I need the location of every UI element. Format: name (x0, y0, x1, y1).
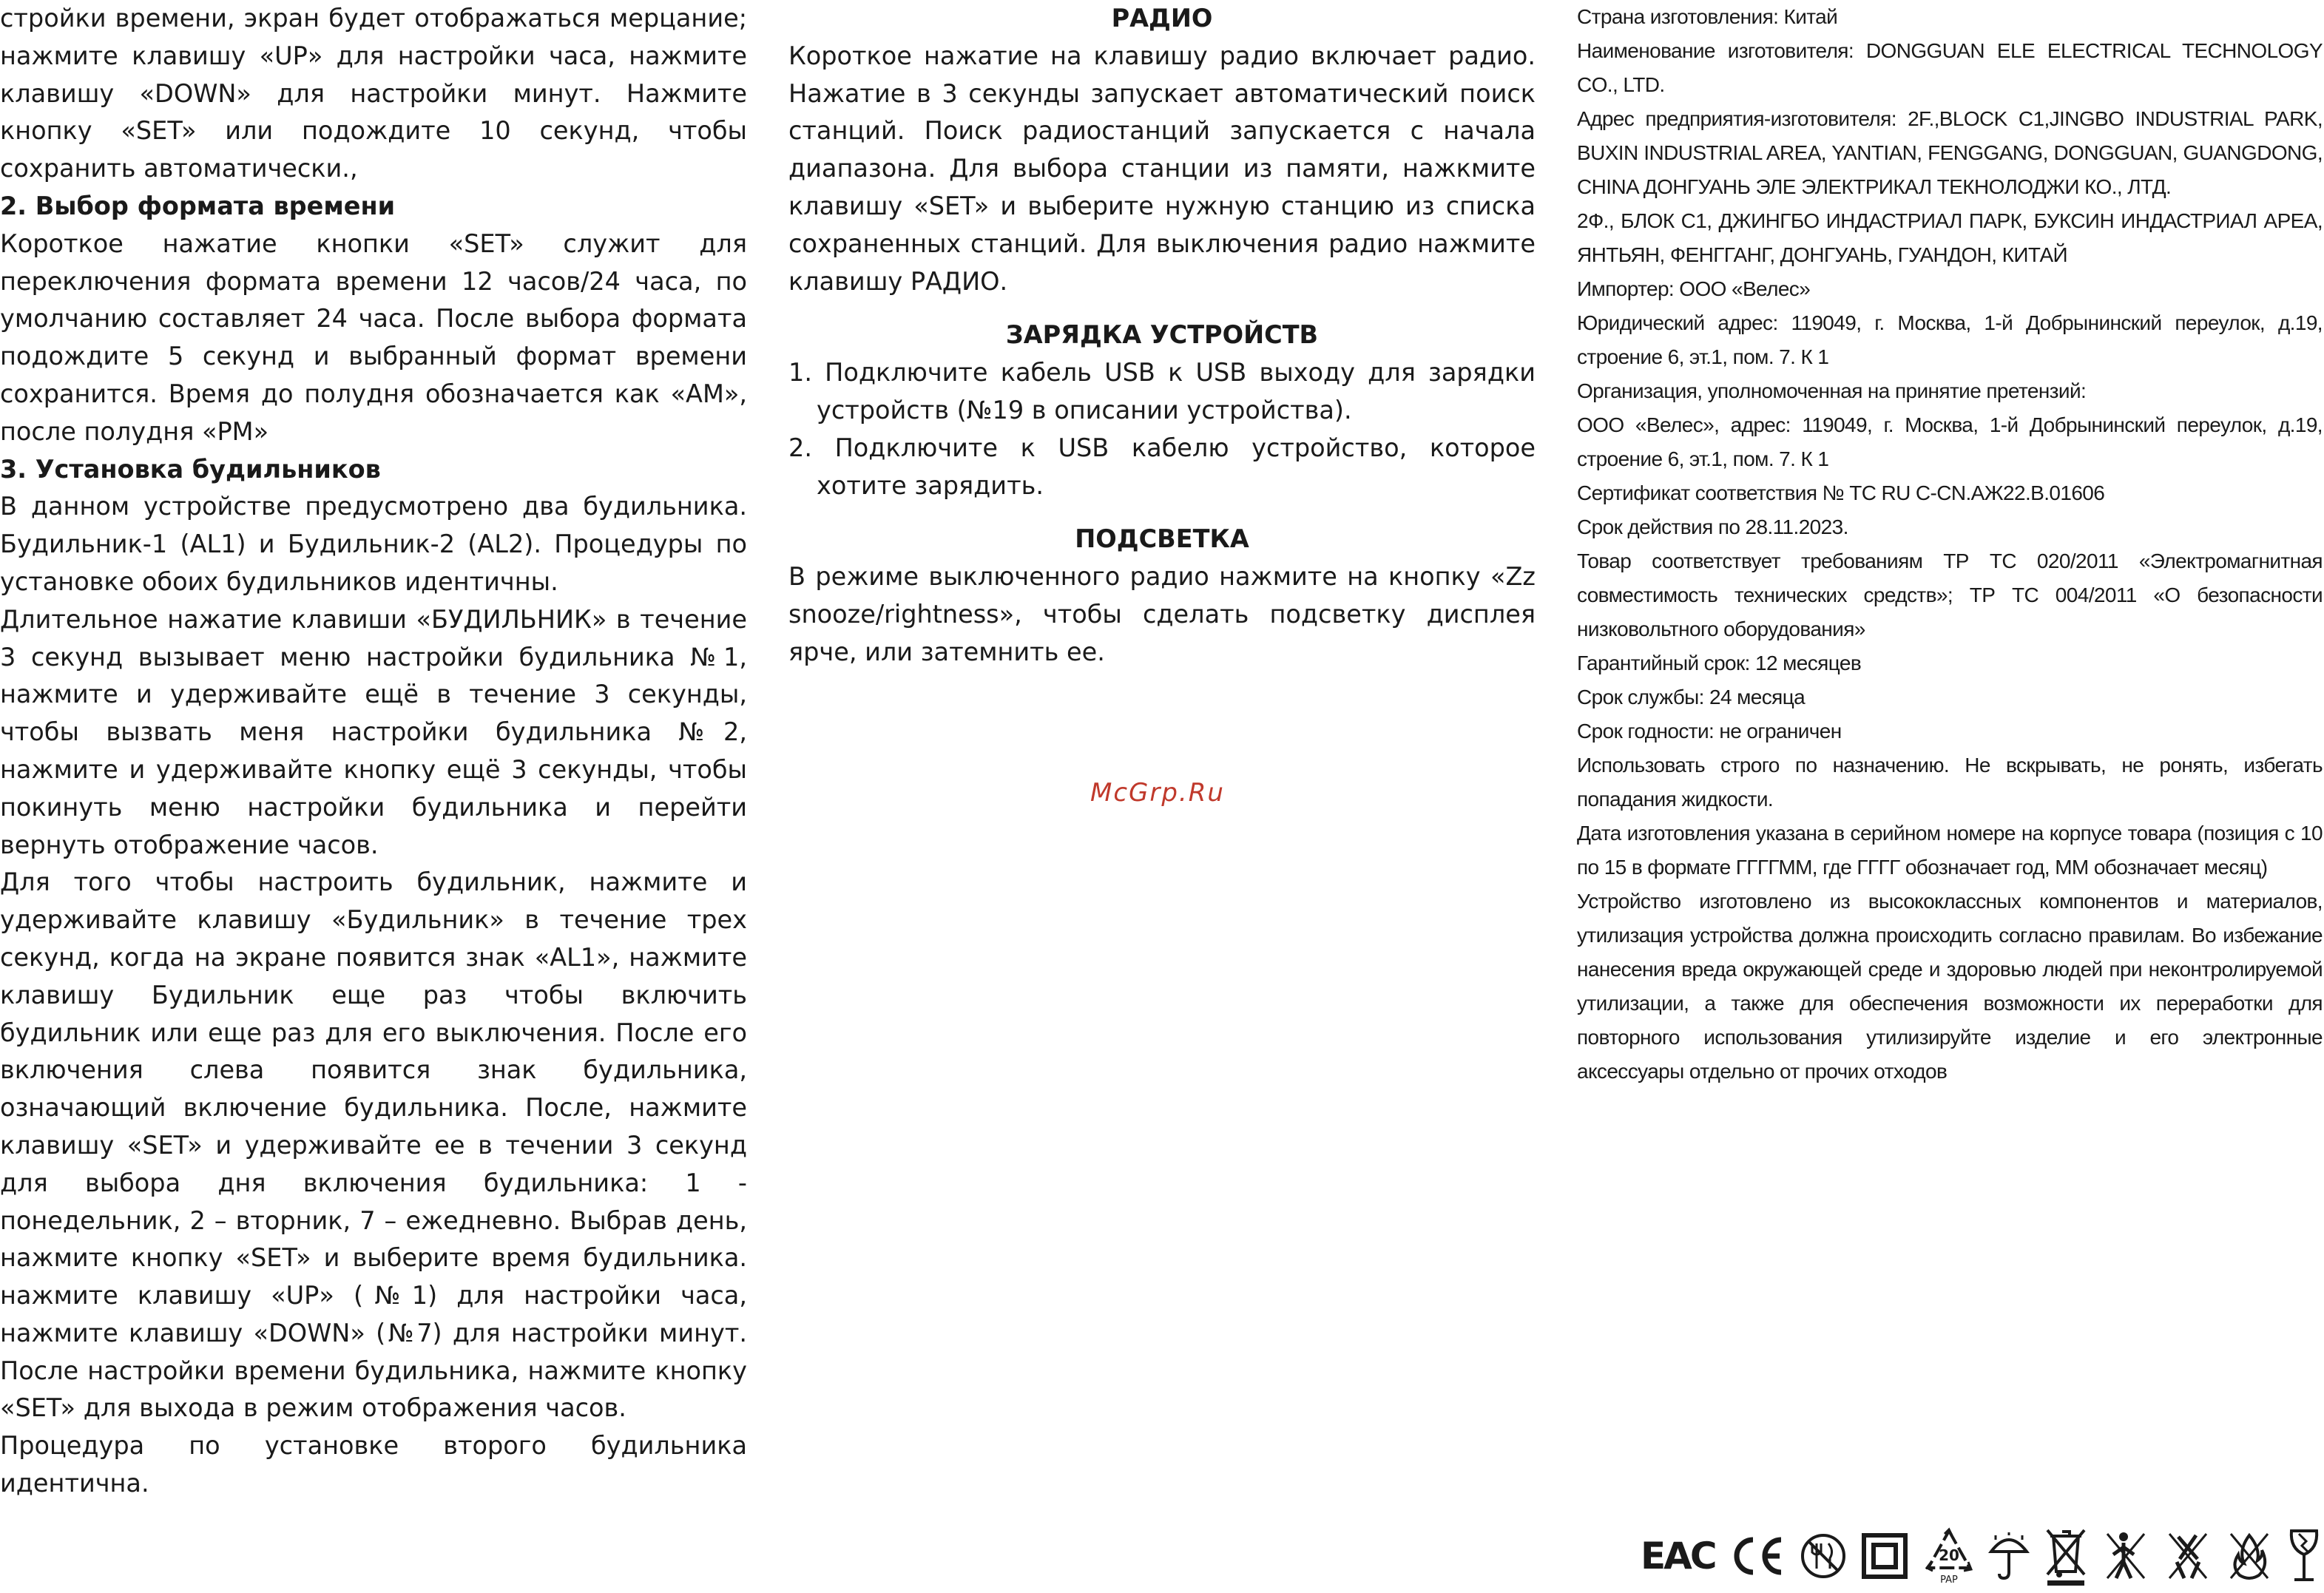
ce-mark (1728, 1526, 1786, 1586)
no-disassembly-icon (2163, 1526, 2212, 1586)
double-insulation-icon (1860, 1526, 1909, 1586)
paragraph: Длительное нажатие клавиши «БУДИЛЬНИК» в течение 3 секунд вызывает меню настройки будильника №1, нажмите и удерживайте ещё в течение 3 секунды, чтобы вызвать меня настройки будильника №2, нажмите и удерживайте кнопку ещё 3 секунды, чтобы покинуть меню настройки будильника и перейти вернуть отображение часов. (0, 604, 747, 859)
fragile-icon (2287, 1526, 2321, 1586)
list-item: 1. Подключите кабель USB к USB выходу для зарядки устройств (№19 в описании устройства). (788, 358, 1536, 425)
paragraph: Короткое нажатие кнопки «SET» служит для переключения формата времени 12 часов/24 часа, по умолчанию составляет 24 часа. После выбора формата подождите 5 секунд и выбранный формат времени сохранится. Время до полудня обозначается как «AM», после полудня «PM» (0, 229, 747, 446)
watermark: McGrp.Ru (1090, 778, 1225, 808)
paragraph: Короткое нажатие на клавишу радио включает радио. Нажатие в 3 секунды запускает автоматический поиск станций. Поиск радиостанций запускается с начала диапазона. Для выбора станции из памяти, нажкмите клавишу «SET» и выберите нужную станцию из списка сохраненных станций. Для выключения радио нажмите клавишу РАДИО. (788, 41, 1536, 296)
recycle-code: PAP (1939, 1575, 1958, 1586)
paragraph: Процедура по установке второго будильника идентична. (0, 1431, 747, 1498)
weee-bin-icon (2043, 1526, 2089, 1586)
column-left (0, 0, 747, 1503)
paragraph: Для того чтобы настроить будильник, нажмите и удерживайте клавишу «Будильник» в течение трех секунд, когда на экране появится знак «AL1», нажмите клавишу Будильник еще раз чтобы включить будильник или еще раз для его выключения. После его включения слева появится знак будильника, означающий включение будильника. После, нажмите клавишу «SET» и удерживайте ее в течении 3 секунд для выбора дня включения будильника: 1 - понедельник, 2 – вторник, 7 – ежедневно. Выбрав день, нажмите кнопку «SET» и выберите время будильника. нажмите клавишу «UP» (№1) для настройки часа, нажмите клавишу «DOWN» (№7) для настройки минут. После настройки времени будильника, нажмите кнопку «SET» для выхода в режим отображения часов. (0, 867, 747, 1423)
no-children-icon (2101, 1526, 2150, 1586)
keep-dry-icon (1988, 1526, 2030, 1586)
recycle-number: 20 (1938, 1546, 1959, 1564)
info-line: Срок действия по 28.11.2023. (1577, 515, 1848, 538)
info-line: Дата изготовления указана в серийном номере на корпусе товара (позиция с 10 по 15 в формате ГГГГММ, где ГГГГ обозначает год, ММ обозначает месяц) (1577, 822, 2323, 879)
info-line: Адрес предприятия-изготовителя: 2F.,BLOCK C1,JINGBO INDUSTRIAL PARK, BUXIN INDUSTRIAL AREA, YANTIAN, FENGGANG, DONGGUAN, GUANGDONG, CHINA ДОНГУАНЬ ЭЛЕ ЭЛЕКТРИКАЛ ТЕКНОЛОДЖИ КО., ЛТД. (1577, 107, 2323, 198)
info-line: ООО «Велес», адрес: 119049, г. Москва, 1-й Добрынинский переулок, д.19, строение 6, эт.1, пом. 7. К 1 (1577, 413, 2323, 470)
no-food-contact-icon (1799, 1526, 1848, 1586)
info-line: 2Ф., БЛОК С1, ДЖИНГБО ИНДАСТРИАЛ ПАРК, БУКСИН ИНДАСТРИАЛ АРЕА, ЯНТЬЯН, ФЕНГГАНГ, ДОНГУАНЬ, ГУАНДОН, КИТАЙ (1577, 209, 2323, 266)
column-middle (788, 0, 1536, 672)
charging-steps-list (788, 354, 1536, 504)
paragraph: стройки времени, экран будет отображаться мерцание; нажмите клавишу «UP» для настройки часа, нажмите клавишу «DOWN» для настройки минут. Нажмите кнопку «SET» или подождите 10 секунд, чтобы сохранить автоматически., (0, 4, 747, 183)
paragraph: В данном устройстве предусмотрено два будильника. Будильник-1 (AL1) и Будильник-2 (AL2). Процедуры по установке обоих будильников идентичны. (0, 492, 747, 596)
paragraph: В режиме выключенного радио нажмите на кнопку «Zz snooze/rightness», чтобы сделать подсветку дисплея ярче, или затемнить ее. (788, 562, 1536, 666)
eac-mark (1641, 1526, 1715, 1586)
list-item: 2. Подключите к USB кабелю устройство, которое хотите зарядить. (788, 433, 1536, 500)
info-line: Устройство изготовлено из высококлассных компонентов и материалов, утилизация устройства должна происходить согласно правилам. Во избежание нанесения вреда окружающей среде и здоровью людей при неконтролируемой утилизации, а также для обеспечения возможности их переработки для повторного использования утилизируйте изделие и его электронные аксессуары отдельно от прочих отходов (1577, 890, 2323, 1083)
info-line: Товар соответствует требованиям ТР ТС 020/2011 «Электромагнитная совместимость технических средств»; ТР ТС 004/2011 «О безопасности низковольтного оборудования» (1577, 549, 2323, 640)
recycle-icon (1922, 1526, 1976, 1586)
section-heading-backlight: ПОДСВЕТКА (1075, 524, 1249, 554)
info-line: Импортер: ООО «Велес» (1577, 277, 1811, 300)
info-line: Страна изготовления: Китай (1577, 5, 1838, 28)
info-line: Срок службы: 24 месяца (1577, 686, 1806, 708)
section-heading-time-format: 2. Выбор формата времени (0, 191, 396, 220)
info-line: Организация, уполномоченная на принятие претензий: (1577, 379, 2087, 402)
column-right (1577, 0, 2323, 1089)
section-heading-charging: ЗАРЯДКА УСТРОЙСТВ (1005, 320, 1319, 350)
certification-marks (1641, 1522, 2321, 1590)
section-heading-alarms: 3. Установка будильников (0, 454, 381, 484)
info-line: Срок годности: не ограничен (1577, 720, 1842, 743)
info-line: Гарантийный срок: 12 месяцев (1577, 652, 1862, 674)
info-line: Использовать строго по назначению. Не вскрывать, не ронять, избегать попадания жидкости. (1577, 754, 2323, 811)
info-line: Юридический адрес: 119049, г. Москва, 1-й Добрынинский переулок, д.19, строение 6, эт.1, пом. 7. К 1 (1577, 311, 2323, 368)
eac-mark-text: ЕАС (1641, 1535, 1715, 1577)
no-fire-icon (2225, 1526, 2274, 1586)
info-line: Сертификат соответствия № TC RU C-CN.АЖ22.В.01606 (1577, 481, 2105, 504)
section-heading-radio: РАДИО (1111, 4, 1213, 33)
info-line: Наименование изготовителя: DONGGUAN ELE ELECTRICAL TECHNOLOGY CO., LTD. (1577, 39, 2323, 96)
